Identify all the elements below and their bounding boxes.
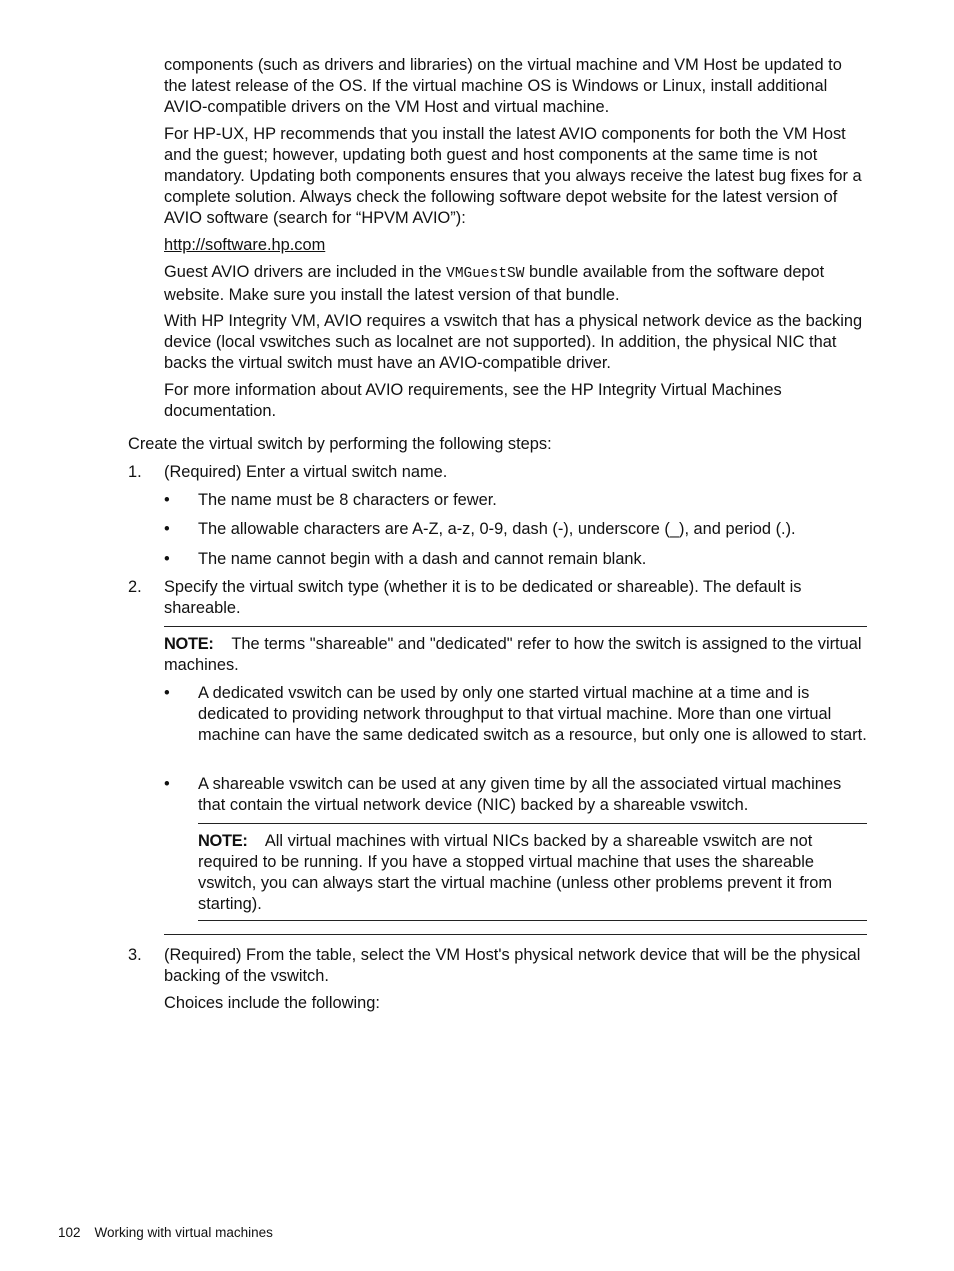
inner-note-top-rule — [198, 823, 867, 824]
software-depot-link[interactable]: http://software.hp.com — [164, 236, 326, 254]
vmguestsw-code: VMGuestSW — [446, 266, 525, 282]
steps-intro: Create the virtual switch by performing the following steps: — [128, 435, 552, 453]
intro-paragraph-4: With HP Integrity VM, AVIO requires a vswitch that has a physical network device as the backing device (local vswitches such as localnet are not supported). In addition, the physical NIC that backs the virtual switch must have an AVIO-compatible driver. — [164, 312, 863, 372]
intro-paragraph-1: components (such as drivers and libraries) on the virtual machine and VM Host be updated to the latest release of the OS. If the virtual machine OS is Windows or Linux, install additional AVIO-compatible drivers on the VM Host and virtual machine. — [164, 56, 842, 116]
bullet-icon: • — [164, 684, 170, 702]
inner-note-label: NOTE: — [198, 832, 248, 850]
step-2-inner-note — [198, 831, 868, 915]
intro-paragraph-3 — [164, 262, 868, 306]
step-3-text: (Required) From the table, select the VM Host's physical network device that will be the physical backing of the vswitch. — [164, 946, 861, 985]
step-1-bullet-2: The allowable characters are A-Z, a-z, 0-9, dash (-), underscore (_), and period (.). — [198, 520, 796, 538]
intro-p3-after: bundle available from the software depot website. Make sure you install the latest version of that bundle. — [164, 263, 825, 304]
footer-title: Working with virtual machines — [94, 1225, 273, 1240]
step-3-choices: Choices include the following: — [164, 994, 380, 1012]
page-footer — [58, 1222, 273, 1243]
step-3-number: 3. — [128, 946, 142, 964]
page-number: 102 — [58, 1225, 81, 1240]
intro-p3-before: Guest AVIO drivers are included in the — [164, 263, 447, 281]
bullet-icon: • — [164, 550, 170, 568]
step-1-text: (Required) Enter a virtual switch name. — [164, 463, 448, 481]
step-2-note — [164, 634, 868, 676]
software-depot-link-line — [164, 235, 868, 256]
note-text: The terms "shareable" and "dedicated" refer to how the switch is assigned to the virtual machines. — [164, 635, 862, 674]
bullet-icon: • — [164, 520, 170, 538]
intro-paragraph-2: For HP-UX, HP recommends that you install the latest AVIO components for both the VM Host and the guest; however, updating both guest and host components at the same time is not mandatory. Updating both components ensures that you always receive the latest bug fixes for a complete solution. Always check the following software depot website for the latest version of AVIO software (search for “HPVM AVIO”): — [164, 125, 862, 227]
inner-note-text: All virtual machines with virtual NICs backed by a shareable vswitch are not required to be running. If you have a stopped virtual machine that uses the shareable vswitch, you can always start the virtual machine (unless other problems prevent it from starting). — [198, 832, 833, 913]
bullet-icon: • — [164, 775, 170, 793]
step-1-bullet-1: The name must be 8 characters or fewer. — [198, 491, 497, 509]
intro-paragraph-5: For more information about AVIO requirements, see the HP Integrity Virtual Machines documentation. — [164, 381, 782, 420]
bullet-icon: • — [164, 491, 170, 509]
note-label: NOTE: — [164, 635, 214, 653]
inner-note-bottom-rule — [198, 920, 867, 921]
step-2-bullet-1: A dedicated vswitch can be used by only one started virtual machine at a time and is dedicated to providing network throughput to that virtual machine. More than one virtual machine can have the same dedicated switch as a resource, but only one is allowed to start. — [198, 684, 867, 744]
step-1-bullet-3: The name cannot begin with a dash and cannot remain blank. — [198, 550, 647, 568]
step-2-text: Specify the virtual switch type (whether it is to be dedicated or shareable). The default is shareable. — [164, 578, 802, 617]
step-1-number: 1. — [128, 463, 142, 481]
note-top-rule — [164, 626, 867, 627]
note-bottom-rule — [164, 934, 867, 935]
step-2-number: 2. — [128, 578, 142, 596]
step-2-bullet-2: A shareable vswitch can be used at any given time by all the associated virtual machines that contain the virtual network device (NIC) backed by a shareable vswitch. — [198, 775, 842, 814]
